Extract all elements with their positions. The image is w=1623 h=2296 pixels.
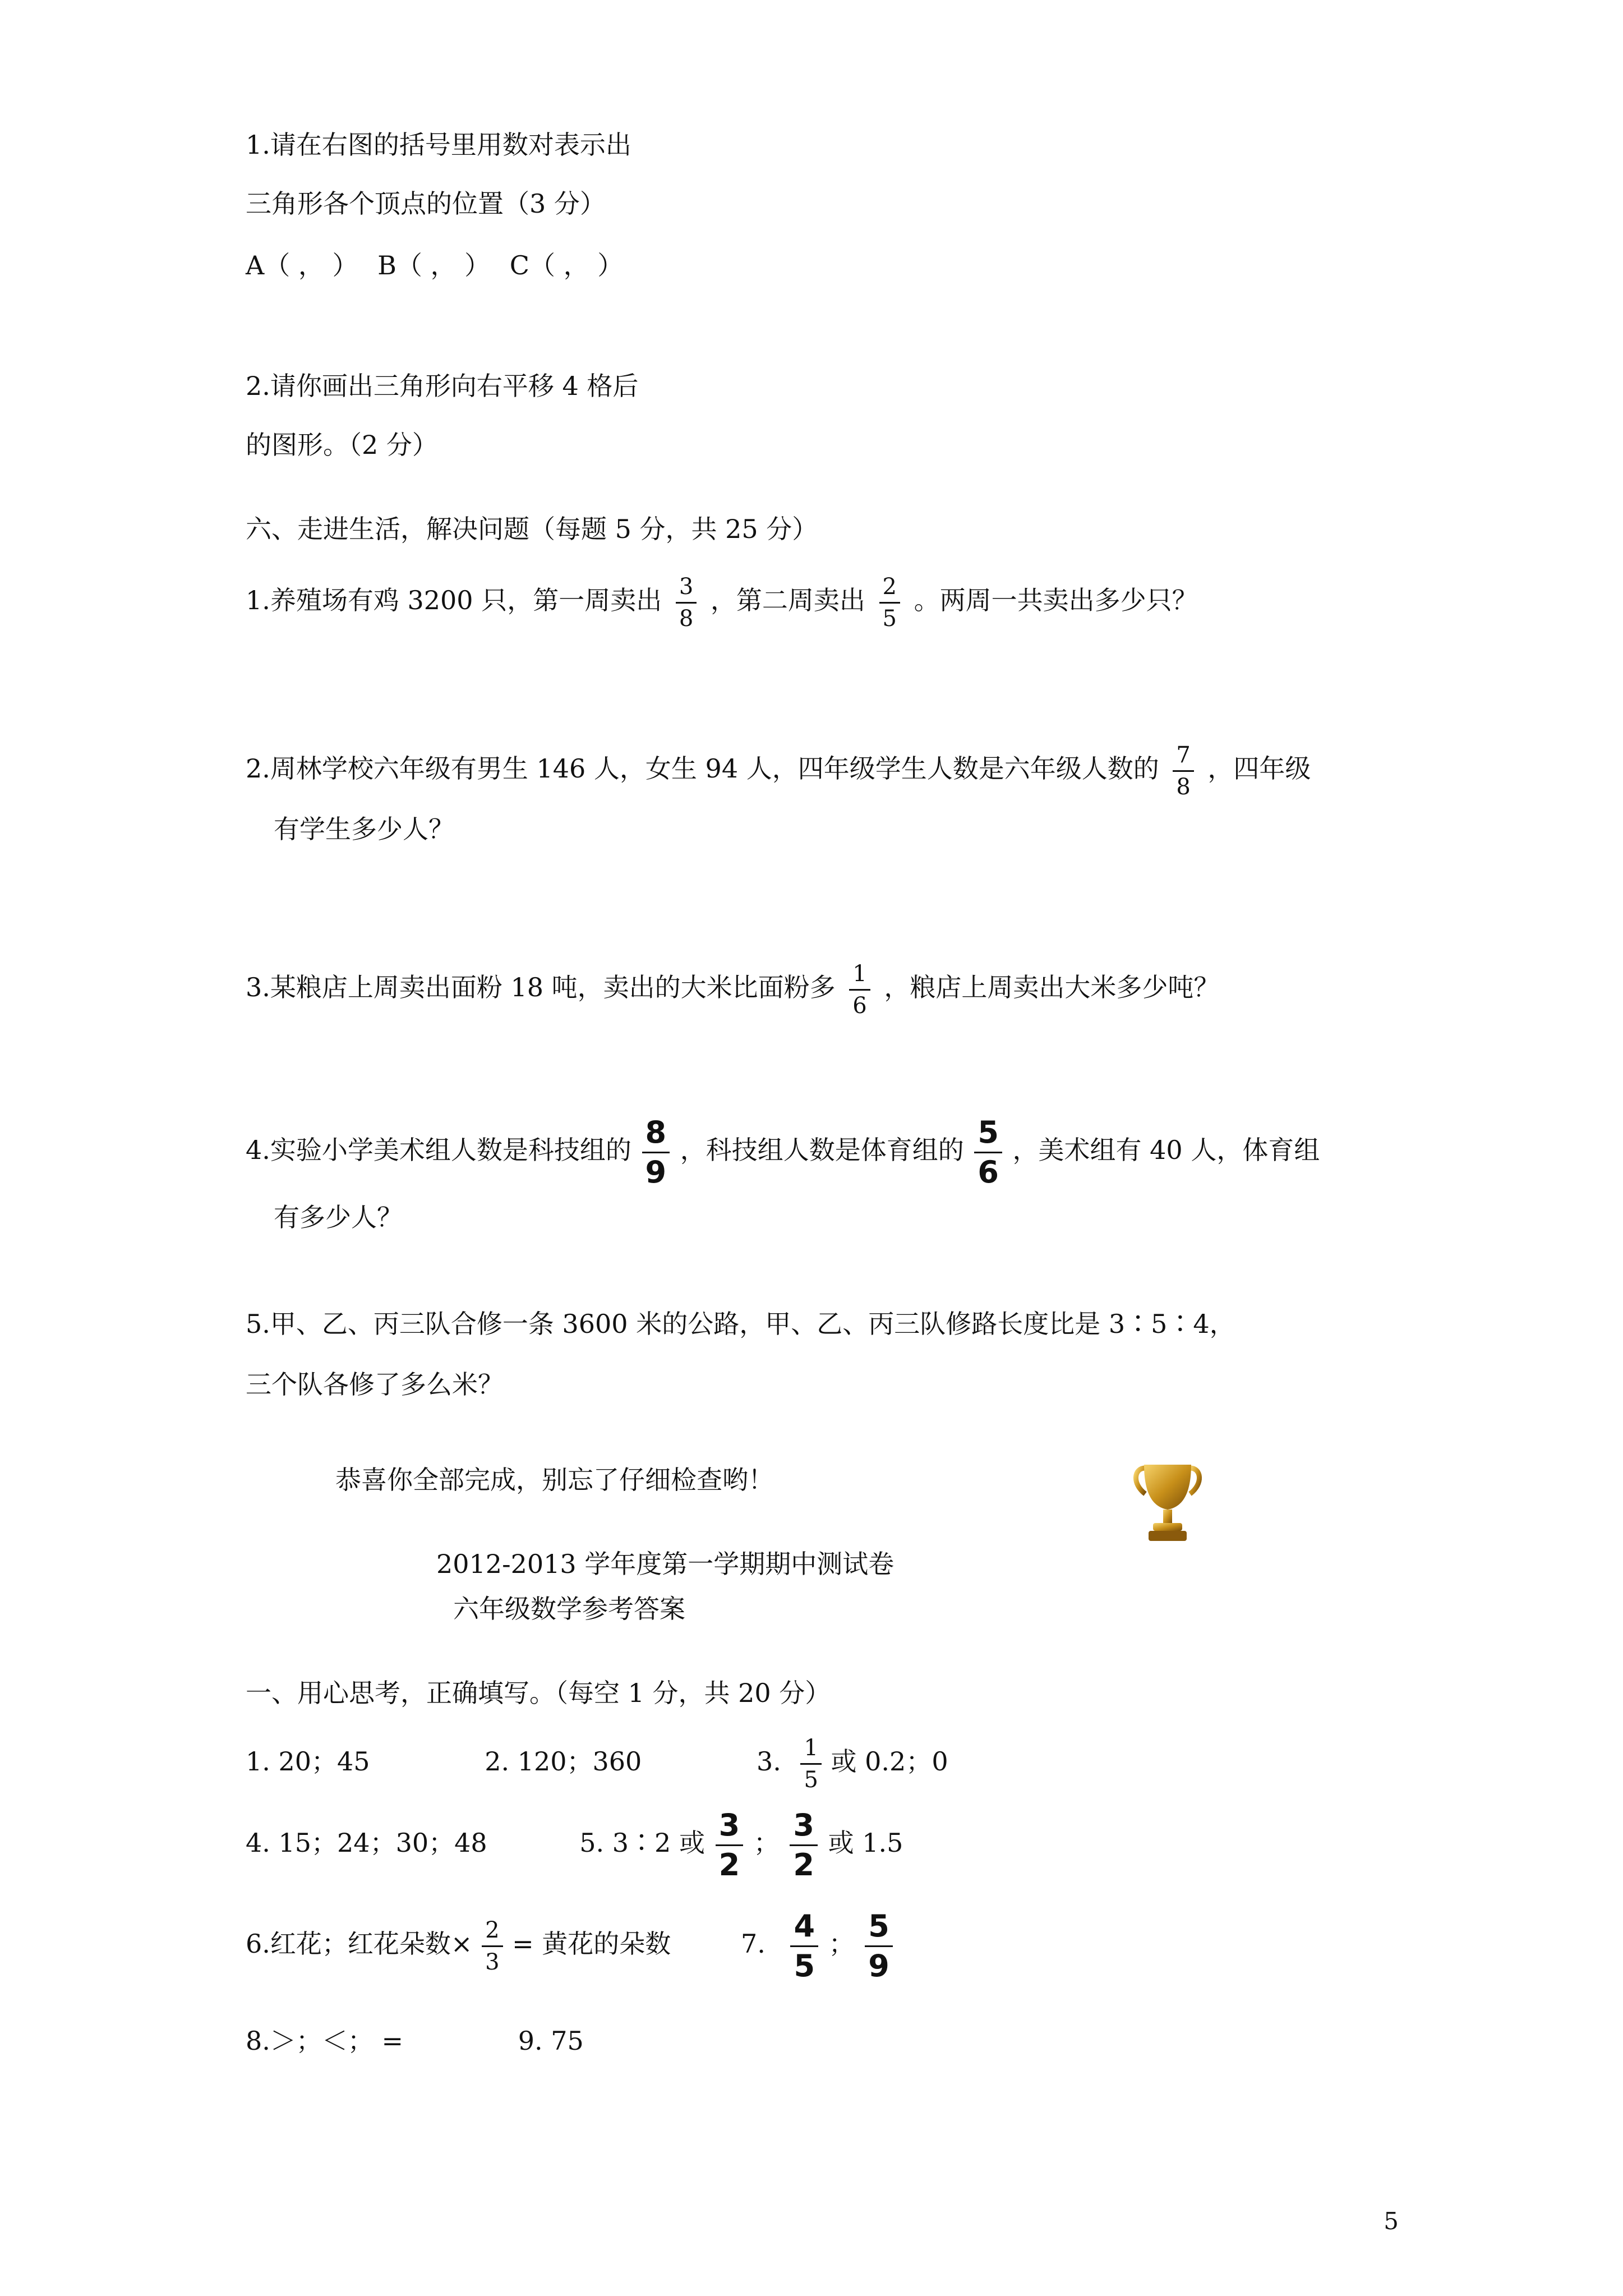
problem-5-line2: 三个队各修了多么米？ xyxy=(246,1369,504,1400)
answer-4: 4. 15；24；30；48 xyxy=(246,1828,487,1858)
answer-3-suffix: 或 0.2；0 xyxy=(831,1746,948,1777)
problem-4-line2: 有多少人？ xyxy=(274,1202,403,1232)
fraction xyxy=(879,574,900,632)
q2-line2: 的图形。（2 分） xyxy=(246,430,438,460)
p3-text-b: ，粮店上周卖出大米多少吨？ xyxy=(884,972,1220,1002)
fraction xyxy=(849,961,870,1019)
q1-c: C（ ， ） xyxy=(509,250,624,280)
fraction-numerator: 7 xyxy=(1173,742,1193,772)
p2-text-b: ，四年级 xyxy=(1207,753,1311,784)
p4-text-c: ，美术组有 40 人，体育组 xyxy=(1012,1135,1320,1165)
q1-coordinates xyxy=(246,250,623,281)
p1-text-c: 。两周一共卖出多少只？ xyxy=(914,585,1198,615)
fraction-numerator: 4 xyxy=(790,1910,818,1947)
q1-line1: 1.请在右图的括号里用数对表示出 xyxy=(246,130,631,160)
fraction-denominator: 6 xyxy=(978,1154,999,1190)
fraction-denominator: 6 xyxy=(852,992,867,1019)
fraction xyxy=(790,1910,818,1983)
fraction-denominator: 9 xyxy=(868,1948,889,1984)
answer-5-prefix: 5. 3∶2 或 xyxy=(579,1828,705,1858)
answer-2: 2. 120；360 xyxy=(485,1746,642,1777)
problem-4 xyxy=(246,1114,1320,1189)
fraction xyxy=(642,1116,670,1189)
fraction xyxy=(974,1116,1002,1189)
fraction xyxy=(482,1917,502,1975)
answer-row-4 xyxy=(246,2025,584,2056)
p1-text-a: 1.养殖场有鸡 3200 只，第一周卖出 xyxy=(246,585,662,615)
trophy-icon xyxy=(1128,1461,1207,1545)
q1-b: B（ ， ） xyxy=(377,250,491,280)
fraction-numerator: 1 xyxy=(800,1735,821,1765)
problem-5-line1: 5.甲、乙、丙三队合修一条 3600 米的公路，甲、乙、丙三队修路长度比是 3∶5∶4， xyxy=(246,1309,1235,1339)
answer-9: 9. 75 xyxy=(518,2026,584,2056)
answer-row-1 xyxy=(246,1728,948,1795)
q2-line1: 2.请你画出三角形向右平移 4 格后 xyxy=(246,371,639,401)
p1-text-b: ，第二周卖出 xyxy=(710,585,865,615)
answer-5-separator: ； xyxy=(753,1828,780,1858)
fraction-numerator: 1 xyxy=(849,961,870,991)
fraction xyxy=(800,1735,821,1793)
problem-2-line2: 有学生多少人？ xyxy=(274,814,454,844)
page-number: 5 xyxy=(1384,2207,1399,2235)
answer-8: 8.＞；＜； = xyxy=(246,2026,404,2056)
fraction xyxy=(676,574,697,632)
answers-title: 2012-2013 学年度第一学期期中测试卷 xyxy=(436,1549,895,1579)
fraction xyxy=(716,1809,744,1882)
fraction-denominator: 5 xyxy=(794,1948,815,1984)
answer-7-separator: ； xyxy=(828,1929,855,1959)
fraction-denominator: 2 xyxy=(718,1847,740,1883)
fraction-numerator: 5 xyxy=(974,1116,1002,1153)
fraction-denominator: 5 xyxy=(804,1766,818,1793)
fraction xyxy=(1173,742,1193,800)
fraction-numerator: 2 xyxy=(482,1917,502,1947)
fraction xyxy=(790,1809,818,1882)
section6-heading: 六、走进生活，解决问题（每题 5 分，共 25 分） xyxy=(246,514,818,544)
answer-row-2 xyxy=(246,1806,903,1882)
answers-subtitle: 六年级数学参考答案 xyxy=(453,1594,685,1624)
p4-text-a: 4.实验小学美术组人数是科技组的 xyxy=(246,1135,631,1165)
answer-row-3 xyxy=(246,1907,895,1983)
fraction-numerator: 8 xyxy=(642,1116,670,1153)
fraction-denominator: 8 xyxy=(679,605,694,632)
answer-1: 1. 20；45 xyxy=(246,1746,370,1777)
answer-3-prefix: 3. xyxy=(756,1746,781,1777)
fraction-numerator: 2 xyxy=(879,574,900,604)
fraction-denominator: 3 xyxy=(485,1949,500,1975)
answers-heading: 一、用心思考，正确填写。（每空 1 分，共 20 分） xyxy=(246,1678,831,1708)
fraction-numerator: 3 xyxy=(790,1809,818,1846)
fraction-denominator: 5 xyxy=(882,605,897,632)
problem-3 xyxy=(246,954,1219,1021)
answer-6-suffix: = 黄花的朵数 xyxy=(512,1929,671,1959)
fraction-numerator: 5 xyxy=(865,1910,893,1947)
fraction xyxy=(865,1910,893,1983)
answer-5-suffix: 或 1.5 xyxy=(828,1828,903,1858)
answer-7-prefix: 7. xyxy=(740,1929,766,1959)
closing-message: 恭喜你全部完成，别忘了仔细检查哟！ xyxy=(335,1465,774,1495)
fraction-denominator: 2 xyxy=(793,1847,814,1883)
fraction-numerator: 3 xyxy=(716,1809,744,1846)
fraction-numerator: 3 xyxy=(676,574,697,604)
q1-a: A（ ， ） xyxy=(246,250,358,280)
problem-2 xyxy=(246,735,1311,802)
p3-text-a: 3.某粮店上周卖出面粉 18 吨，卖出的大米比面粉多 xyxy=(246,972,836,1002)
p4-text-b: ，科技组人数是体育组的 xyxy=(680,1135,964,1165)
p2-text-a: 2.周林学校六年级有男生 146 人，女生 94 人，四年级学生人数是六年级人数的 xyxy=(246,753,1159,784)
fraction-denominator: 9 xyxy=(645,1154,667,1190)
answer-6-prefix: 6.红花；红花朵数× xyxy=(246,1929,473,1959)
problem-1 xyxy=(246,567,1198,634)
q1-line2: 三角形各个顶点的位置（3 分） xyxy=(246,188,606,219)
fraction-denominator: 8 xyxy=(1176,774,1191,800)
